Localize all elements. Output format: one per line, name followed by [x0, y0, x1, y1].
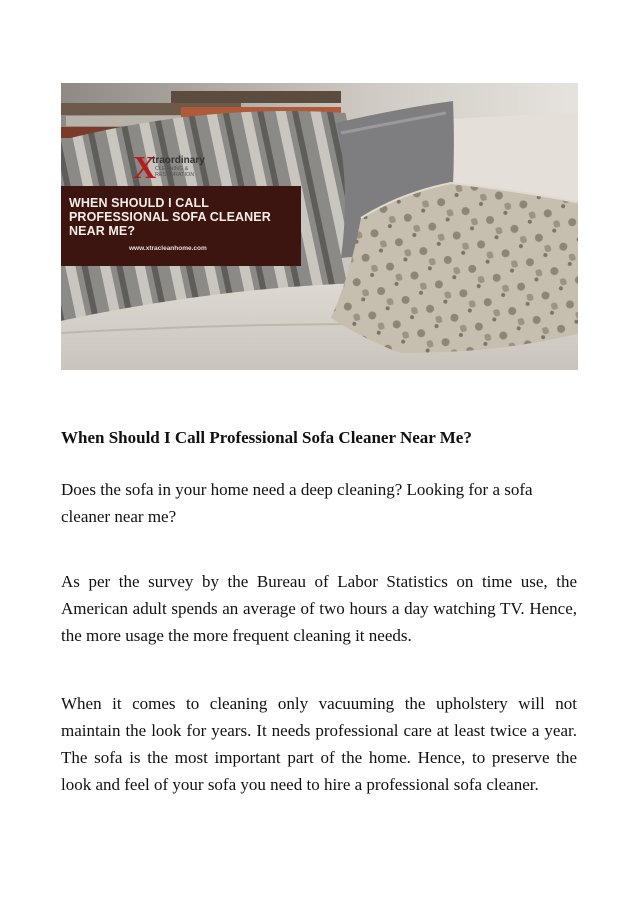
hero-image — [61, 83, 578, 370]
banner-url: www.xtracleanhome.com — [129, 245, 207, 252]
banner-line-1: WHEN SHOULD I CALL — [69, 196, 209, 210]
logo-subtitle: CLEANING & RESTORATION — [155, 166, 195, 178]
logo-word: traordinary — [152, 155, 205, 166]
banner-line-2: PROFESSIONAL SOFA CLEANER — [69, 210, 271, 224]
title-banner — [61, 186, 301, 266]
logo-mark: X — [133, 149, 157, 185]
paragraph-1: Does the sofa in your home need a deep cleaning? Looking for a sofa cleaner near me? — [61, 480, 533, 526]
banner-line-3: NEAR ME? — [69, 224, 136, 238]
paragraph-2: As per the survey by the Bureau of Labor Statistics on time use, the American adult spends an average of two hours a day watching TV. Hence, the more usage the more frequent cleaning it needs. — [61, 572, 577, 645]
paragraph-3: When it comes to cleaning only vacuuming the upholstery will not maintain the look for years. It needs professional care at least twice a year. The sofa is the most important part of the home. Hence, to preserve the look and feel of your sofa you need to hire a professional sofa cleaner. — [61, 694, 577, 794]
article-title: When Should I Call Professional Sofa Cleaner Near Me? — [61, 428, 472, 447]
company-logo — [133, 149, 243, 185]
